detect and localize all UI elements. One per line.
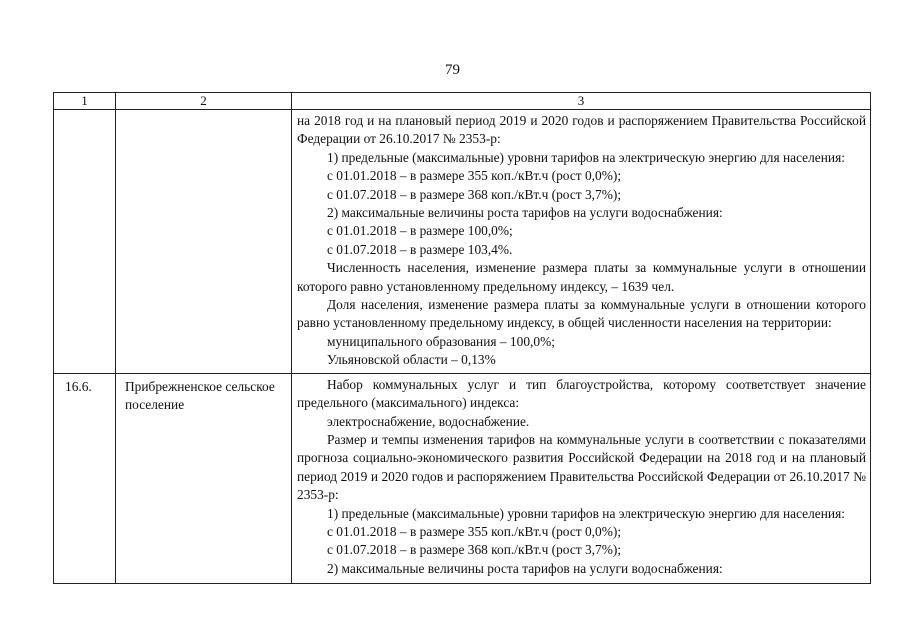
column-header-1: 1 bbox=[54, 93, 116, 110]
row-number-cell bbox=[54, 110, 116, 374]
column-header-2: 2 bbox=[116, 93, 292, 110]
settlement-name-cell bbox=[116, 110, 292, 374]
paragraph: с 01.07.2018 – в размере 368 коп./кВт.ч (рост 3,7%); bbox=[327, 542, 622, 558]
page-number: 79 bbox=[445, 62, 460, 78]
paragraph: Доля населения, изменение размера платы за коммунальные услуги в отношении которого равно установленному предельному индексу, в общей численности населения на территории: bbox=[297, 297, 866, 331]
tariff-table bbox=[53, 92, 871, 584]
paragraph: 2) максимальные величины роста тарифов на услуги водоснабжения: bbox=[327, 205, 723, 221]
column-header-3: 3 bbox=[292, 93, 871, 110]
paragraph: на 2018 год и на плановый период 2019 и 2020 годов и распоряжением Правительства Российской Федерации от 26.10.2017 № 2353-р: bbox=[297, 113, 866, 147]
description-cell bbox=[292, 373, 871, 583]
paragraph: Размер и темпы изменения тарифов на коммунальные услуги в соответствии с показателями прогноза социально-экономического развития Российской Федерации на 2018 год и на плановый период 2019 и 2020 годов и распоряжением Правительства Российской Федерации от 26.10.2017 № 2353-р: bbox=[297, 431, 866, 503]
table-header-row bbox=[54, 93, 871, 110]
description-cell bbox=[292, 110, 871, 374]
paragraph: с 01.07.2018 – в размере 103,4%. bbox=[327, 241, 513, 257]
paragraph: 2) максимальные величины роста тарифов на услуги водоснабжения: bbox=[327, 560, 723, 576]
settlement-name-cell: Прибрежненское сельское поселение bbox=[116, 373, 292, 583]
paragraph: с 01.07.2018 – в размере 368 коп./кВт.ч (рост 3,7%); bbox=[327, 186, 622, 202]
paragraph: с 01.01.2018 – в размере 355 коп./кВт.ч (рост 0,0%); bbox=[327, 523, 622, 539]
paragraph: 1) предельные (максимальные) уровни тарифов на электрическую энергию для населения: bbox=[327, 505, 845, 521]
paragraph: электроснабжение, водоснабжение. bbox=[327, 413, 530, 429]
paragraph: муниципального образования – 100,0%; bbox=[327, 333, 555, 349]
table-row bbox=[54, 373, 871, 583]
row-number-cell: 16.6. bbox=[54, 373, 116, 583]
paragraph: Набор коммунальных услуг и тип благоустройства, которому соответствует значение предельного (максимального) индекса: bbox=[297, 376, 866, 411]
table-row bbox=[54, 110, 871, 374]
paragraph: 1) предельные (максимальные) уровни тарифов на электрическую энергию для населения: bbox=[327, 149, 845, 165]
paragraph: Численность населения, изменение размера платы за коммунальные услуги в отношении которого равно установленному предельному индексу, – 1639 чел. bbox=[297, 260, 866, 294]
paragraph: Ульяновской области – 0,13% bbox=[327, 352, 496, 368]
paragraph: с 01.01.2018 – в размере 100,0%; bbox=[327, 223, 513, 239]
paragraph: с 01.01.2018 – в размере 355 коп./кВт.ч (рост 0,0%); bbox=[327, 168, 622, 184]
